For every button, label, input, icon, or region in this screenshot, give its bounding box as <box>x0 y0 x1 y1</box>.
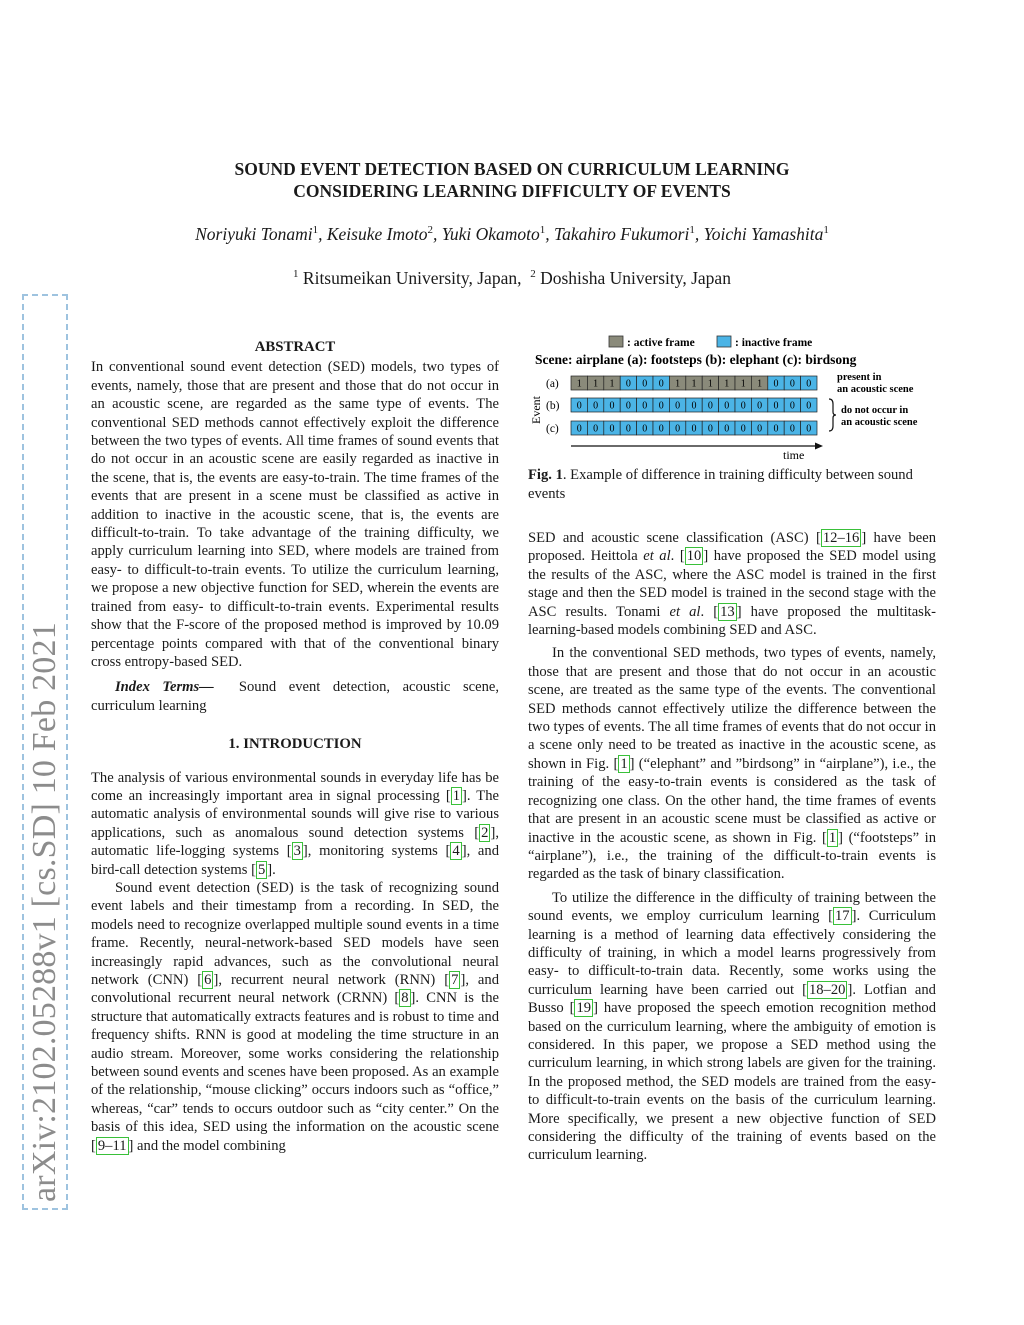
frame-value: 0 <box>789 423 795 435</box>
affiliation-mark: 1 <box>823 224 829 237</box>
right-column <box>528 529 936 1165</box>
author-list: Noriyuki Tonami$^1$, Keisuke Imoto$^2$, Yuki Okamoto$^1$, Takahiro Fukumori$^1$, Yoichi Yamashita$^1$ <box>195 224 829 244</box>
frame-value: 1 <box>576 378 582 390</box>
emphasis: et al <box>669 603 701 620</box>
intro-paragraph-4: In the conventional SED methods, two types of events, namely, those that are present and those that do not occur in an acoustic scene, are treated as the same type of the events. The conventional SED methods cannot effectively utilize the difference between the two types of events. The all time frames of events that do not occur in a scene only need to be treated as inactive in the acoustic scene, as shown in Fig. [ 1 ] (“elephant” and ”birdsong” in “airplane”), i.e., the training of the easy-to-train events is considered as the task of recognizing one class. On the other hand, the time frames of events that are present in an acoustic scene must be classified as active or inactive in the acoustic scene, as shown in Fig. [ 1 ] (“footsteps” in “airplane”), i.e., the training of the difficult-to-train events is regarded as the task of binary classification. <box>528 645 936 883</box>
frame-value: 0 <box>576 423 582 435</box>
affiliation-mark: 1 <box>539 224 546 237</box>
frame-value: 1 <box>593 378 599 390</box>
frame-value: 0 <box>609 400 615 412</box>
frame-value: 0 <box>707 423 713 435</box>
index-terms-text: Sound event detection, acoustic scene, curriculum learning <box>91 679 500 714</box>
citation-link[interactable]: 4 <box>452 843 460 860</box>
frame-value: 0 <box>740 423 746 435</box>
legend-active-label: : active frame <box>627 337 695 349</box>
brace <box>829 399 836 431</box>
frame-value: 0 <box>789 378 795 390</box>
intro-paragraph-3: SED and acoustic scene classification (ASC) [ 12–16 ] have been proposed. Heittola et al. [ 10 ] have proposed the SED model using the results of the ASC, where the ASC model is trained in the first stage and then the SED model is trained in the second stage with the ASC results. Tonami et al. [ 13 ] have proposed the multitask-learning-based models combining SED and ASC. <box>528 530 937 639</box>
frame-value: 0 <box>724 423 730 435</box>
title-line-1: SOUND EVENT DETECTION BASED ON CURRICULUM LEARNING <box>234 159 790 179</box>
intro-heading: 1. INTRODUCTION <box>228 736 362 753</box>
frame-value: 0 <box>789 400 795 412</box>
frame-value: 1 <box>691 378 697 390</box>
affiliation-mark: 2 <box>427 224 433 237</box>
emphasis: et al <box>643 548 671 565</box>
legend-inactive-label: : inactive frame <box>735 337 813 349</box>
intro-paragraph-1: The analysis of various environmental sounds in everyday life has be come an increasingly important area in signal processing [ 1 ]. The automatic analysis of environmental sounds will give rise to various applications, such as anomalous sound detection systems [ 2 ], automatic life-logging systems [ 3 ], monitoring systems [ 4 ], and bird-call detection systems [ 5 ]. <box>91 769 499 878</box>
citation-link[interactable]: 17 <box>834 908 850 925</box>
frame-value: 0 <box>691 400 697 412</box>
affiliations <box>100 268 924 289</box>
figure-scene-line: Scene: airplane (a): footsteps (b): elephant (c): birdsong <box>535 352 857 367</box>
citation-link[interactable]: 7 <box>451 972 459 988</box>
citation-link[interactable]: 19 <box>576 1000 592 1017</box>
frame-value: 0 <box>642 423 648 435</box>
frame-value: 0 <box>658 378 664 390</box>
citation-link[interactable]: 3 <box>293 843 301 860</box>
frame-value: 0 <box>773 423 779 435</box>
frame-value: 0 <box>773 378 779 390</box>
frame-value: 0 <box>806 378 812 390</box>
annot-present-2: an acoustic scene <box>837 384 914 395</box>
figure-1 <box>527 332 937 464</box>
arxiv-stamp: arXiv:2102.05288v1 [cs.SD] 10 Feb 2021 <box>22 294 68 1210</box>
frame-value: 0 <box>609 423 615 435</box>
citation-link[interactable]: 8 <box>401 990 409 1007</box>
legend-active-swatch <box>609 336 623 347</box>
frame-value: 1 <box>707 378 713 390</box>
intro-paragraph-2: Sound event detection (SED) is the task of recognizing sound event labels and their timestamp from a recording. In SED, the models need to recognize overlapped multiple sound events in a time frame. Recently, neural-network-based SED models have seen increasingly rapid advances, such as the convolutional neural network (CNN) [ 6 ], recurrent neural network (RNN) [ 7 ], and convolutional recurrent neural network (CRNN) [ 8 ]. CNN is the structure that automatically extracts features and is robust to time and frequency shifts. RNN is good at modeling the time structure in an audio stream. Moreover, some works considering the relationship between sound events and scenes have been proposed. As an example of the relationship, “mouse clicking” occurs indoors such as “office,” whereas, “car” tends to occurs outdoor such as “city center.” On the basis of this idea, SED using the information on the acoustic scene [ 9–11 ] and the model combining <box>91 879 499 1154</box>
frame-value: 0 <box>675 400 681 412</box>
row-label-c: (c) <box>546 423 559 435</box>
frame-value: 1 <box>675 378 681 390</box>
title-line-2: CONSIDERING LEARNING DIFFICULTY OF EVENTS <box>293 181 731 201</box>
frame-value: 0 <box>642 378 648 390</box>
citation-link[interactable]: 12–16 <box>822 530 860 546</box>
affiliation-mark: 1 <box>689 224 695 237</box>
affiliation-text: Ritsumeikan University, Japan, <box>302 268 522 288</box>
frame-value: 0 <box>740 400 746 412</box>
citation-link[interactable]: 18–20 <box>808 981 846 998</box>
frame-value: 0 <box>806 423 812 435</box>
citation-link[interactable]: 10 <box>686 548 702 565</box>
intro-paragraph-5: To utilize the difference in the difficulty of training between the sound events, we employ curriculum learning [ 17 ]. Curriculum learning is a method of learning data effectively considering the difficulty of training, in which a model learns progressively from easy- to difficult-to-train data. Recently, some works using the curriculum learning have been carried out [ 18–20 ]. Lotfian and Busso [ 19 ] have proposed the speech emotion recognition method based on the curriculum learning, where the ambiguity of emotion is considered. In this paper, we propose a SED method using the curriculum learning, in which strong labels are given for the training. In the proposed method, the SED models are trained from the easy- to difficult-to-train events on the basis of the curriculum learning. More specifically, we present a new objective function of SED considering the difficulty of the training of events based on the curriculum learning. <box>528 889 936 1164</box>
abstract-heading: ABSTRACT <box>254 339 336 355</box>
frame-value: 0 <box>658 423 664 435</box>
x-axis-label: time <box>783 448 805 462</box>
frame-value: 0 <box>691 423 697 435</box>
frame-value: 1 <box>609 378 615 390</box>
annot-present-1: present in <box>837 372 882 383</box>
citation-link[interactable]: 6 <box>204 972 212 988</box>
time-axis-arrow <box>815 443 823 450</box>
author-name: Yuki Okamoto <box>441 224 540 244</box>
annot-absent-1: do not occur in <box>841 405 909 416</box>
y-axis-label: Event <box>529 396 543 424</box>
frame-value: 0 <box>658 400 664 412</box>
author-name: Keisuke Imoto <box>326 224 428 244</box>
left-column <box>91 338 499 1155</box>
citation-link[interactable]: 13 <box>720 603 735 620</box>
frame-value: 1 <box>740 378 746 390</box>
affiliation-mark: 1 <box>312 224 319 237</box>
frame-value: 1 <box>724 378 730 390</box>
affiliation-text: Doshisha University, Japan <box>540 268 731 288</box>
frame-value: 0 <box>707 400 713 412</box>
frame-value: 0 <box>675 423 681 435</box>
frame-value: 1 <box>757 378 763 390</box>
citation-link[interactable]: 2 <box>481 824 489 841</box>
author-name: Noriyuki Tonami <box>195 224 313 244</box>
row-label-b: (b) <box>546 400 560 412</box>
frame-value: 0 <box>576 400 582 412</box>
annot-absent-2: an acoustic scene <box>841 417 918 428</box>
abstract-text: In conventional sound event detection (SED) models, two types of events, namely, those that are present and those that do not occur in an acoustic scene, are regarded as the same type of events. The conventional SED methods cannot effectively exploit the difference between the two types of events. All time frames of sound events that do not occur in an acoustic scene are easily regarded as inactive in the scene, that is, the events are easy-to-train. The time frames of the events that are present in a scene must be classified as active in addition to inactive in the acoustic scene, that is, the events are difficult-to-train. To take advantage of the training difficulty, we apply curriculum learning into SED, where models are trained from easy- to difficult-to-train events. To utilize the curriculum learning, we propose a new objective function for SED, wherein the events are trained from easy- to difficult-to-train events. Experimental results show that the F-score of the proposed method is improved by 10.09 percentage points compared with that of the conventional binary cross entropy-based SED. <box>91 359 499 670</box>
citation-link[interactable]: 9–11 <box>97 1137 127 1154</box>
frame-value: 0 <box>625 400 631 412</box>
frame-value: 0 <box>773 400 779 412</box>
affiliation-number: 1 <box>293 268 299 281</box>
affiliation-number: 2 <box>530 268 536 281</box>
citation-link[interactable]: 1 <box>620 755 628 772</box>
frame-value: 0 <box>724 400 730 412</box>
figure-caption <box>528 466 936 504</box>
frame-value: 0 <box>593 400 599 412</box>
row-label-a: (a) <box>546 378 559 390</box>
caption-text: . Example of difference in training difficulty between sound events <box>528 467 913 502</box>
frame-value: 0 <box>625 423 631 435</box>
citation-link[interactable]: 1 <box>828 829 837 846</box>
paper-title <box>120 158 904 202</box>
frame-value: 0 <box>642 400 648 412</box>
index-terms-label: Index Terms— <box>115 679 214 696</box>
frame-grid <box>571 376 817 435</box>
citation-link[interactable]: 5 <box>257 861 266 878</box>
legend-inactive-swatch <box>717 336 731 347</box>
frame-value: 0 <box>757 423 763 435</box>
frame-value: 0 <box>757 400 763 412</box>
frame-value: 0 <box>806 400 812 412</box>
author-name: Yoichi Yamashita <box>703 224 824 244</box>
author-name: Takahiro Fukumori <box>554 224 690 244</box>
citation-link[interactable]: 1 <box>452 787 460 804</box>
caption-label: Fig. 1 <box>528 467 563 483</box>
frame-value: 0 <box>593 423 599 435</box>
frame-value: 0 <box>625 378 631 390</box>
index-terms <box>91 678 499 715</box>
